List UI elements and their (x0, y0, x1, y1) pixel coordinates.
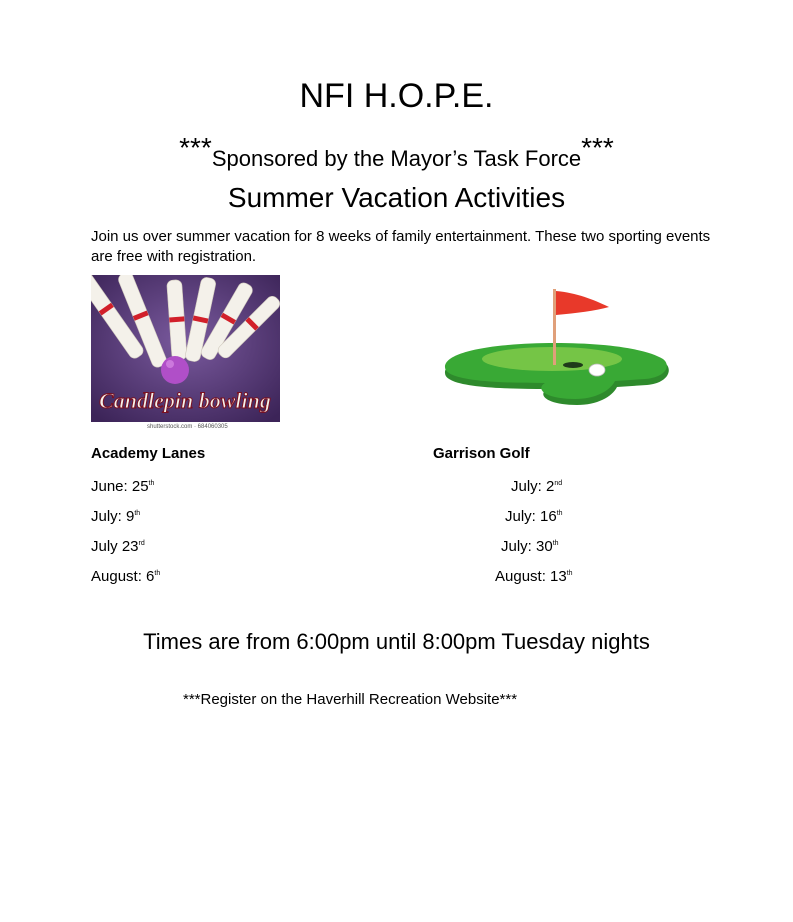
page-title: NFI H.O.P.E. (299, 77, 494, 115)
stock-credit: shutterstock.com · 684060305 (147, 424, 228, 430)
golf-green-image (437, 285, 673, 410)
golf-date-1: July: 2nd (511, 478, 563, 495)
register-note: ***Register on the Haverhill Recreation Website*** (183, 691, 518, 708)
bowling-date-1: June: 25th (91, 478, 155, 495)
bowling-logo-text: Candlepin bowling (99, 388, 271, 413)
intro-paragraph: Join us over summer vacation for 8 weeks of family entertainment. These two sporting events are free with registration. (91, 228, 711, 265)
golf-date-2: July: 16th (505, 508, 563, 525)
sponsor-text: Sponsored by the Mayor’s Task Force (211, 146, 582, 171)
golf-venue: Garrison Golf (433, 445, 530, 462)
golf-date-4: August: 13th (495, 568, 573, 585)
subtitle: Summer Vacation Activities (227, 182, 566, 213)
bowling-date-3: July 23rd (91, 538, 145, 555)
candlepin-bowling-image (91, 275, 280, 422)
golf-date-3: July: 30th (501, 538, 559, 555)
sponsor-line (0, 128, 793, 179)
bowling-date-2: July: 9th (91, 508, 141, 525)
bowling-venue: Academy Lanes (91, 445, 206, 462)
bowling-date-4: August: 6th (91, 568, 161, 585)
sponsor-stars-right: *** (581, 132, 614, 163)
sponsor-stars-left: *** (179, 132, 212, 163)
times-line: Times are from 6:00pm until 8:00pm Tuesday nights (143, 629, 650, 654)
